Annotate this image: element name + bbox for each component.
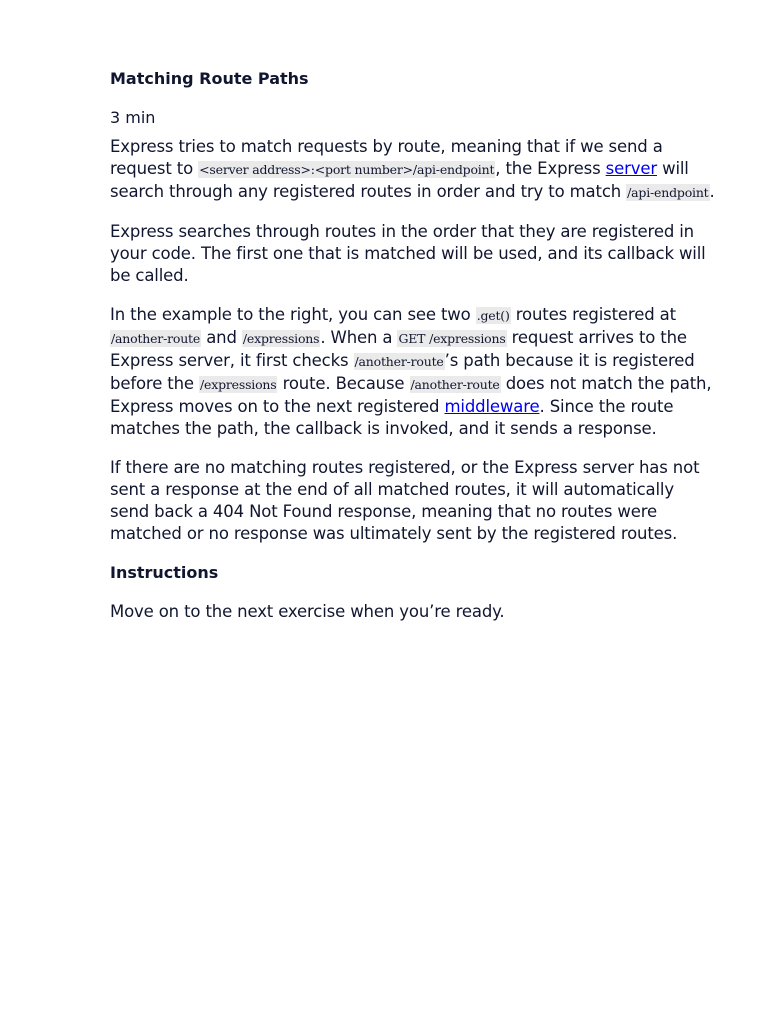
lesson-content [110, 68, 716, 640]
text: route. Because [277, 374, 410, 393]
text: . Since the route matches the path, the callback is invoked, and it sends a response. [110, 397, 674, 438]
code-expressions: /expressions [200, 377, 277, 392]
text: ’s path because it is registered before the [110, 351, 695, 393]
server-link[interactable]: server [605, 159, 657, 178]
text: Express searches through routes in the order that they are registered in your code. The first one that is matched will be used, and its callback will be called. [110, 222, 706, 285]
text: does not match the path, Express moves on to the next registered [110, 374, 712, 416]
instructions-heading: Instructions [110, 563, 219, 582]
text: will search through any registered routes in order and try to match [110, 159, 689, 201]
text: If there are no matching routes registered, or the Express server has not sent a response at the end of all matched routes, it will automatically send back a 404 Not Found response, meaning that no routes were matched or no response was ultimately sent by the registered routes. [110, 458, 700, 543]
code-another-route: /another-route [410, 377, 500, 392]
code-get-expressions: GET /expressions [398, 331, 506, 346]
text: In the example to the right, you can see two [110, 305, 476, 324]
text: , the Express [495, 159, 606, 178]
middleware-link[interactable]: middleware [444, 397, 540, 416]
text: request arrives to the Express server, it first checks [110, 328, 687, 370]
text: . [709, 182, 715, 201]
paragraph-404 [110, 457, 716, 545]
code-get: .get() [476, 308, 510, 323]
code-another-route: /another-route [111, 331, 201, 346]
text: Express tries to match requests by route, meaning that if we send a request to [110, 137, 663, 178]
lesson-duration: 3 min [110, 108, 156, 127]
paragraph-example [110, 304, 716, 440]
code-api-endpoint: /api-endpoint [627, 185, 709, 200]
code-another-route: /another-route [354, 354, 444, 369]
text: and [201, 328, 242, 347]
text: . When a [320, 328, 398, 347]
text: routes registered at [510, 305, 676, 324]
code-expressions: /expressions [242, 331, 320, 346]
instructions-text: Move on to the next exercise when you’re ready. [110, 602, 505, 621]
paragraph-route-matching [110, 136, 716, 204]
paragraph-route-order [110, 221, 716, 287]
lesson-title: Matching Route Paths [110, 69, 309, 88]
code-server-endpoint: <server address>:<port number>/api-endpoint [199, 162, 495, 177]
